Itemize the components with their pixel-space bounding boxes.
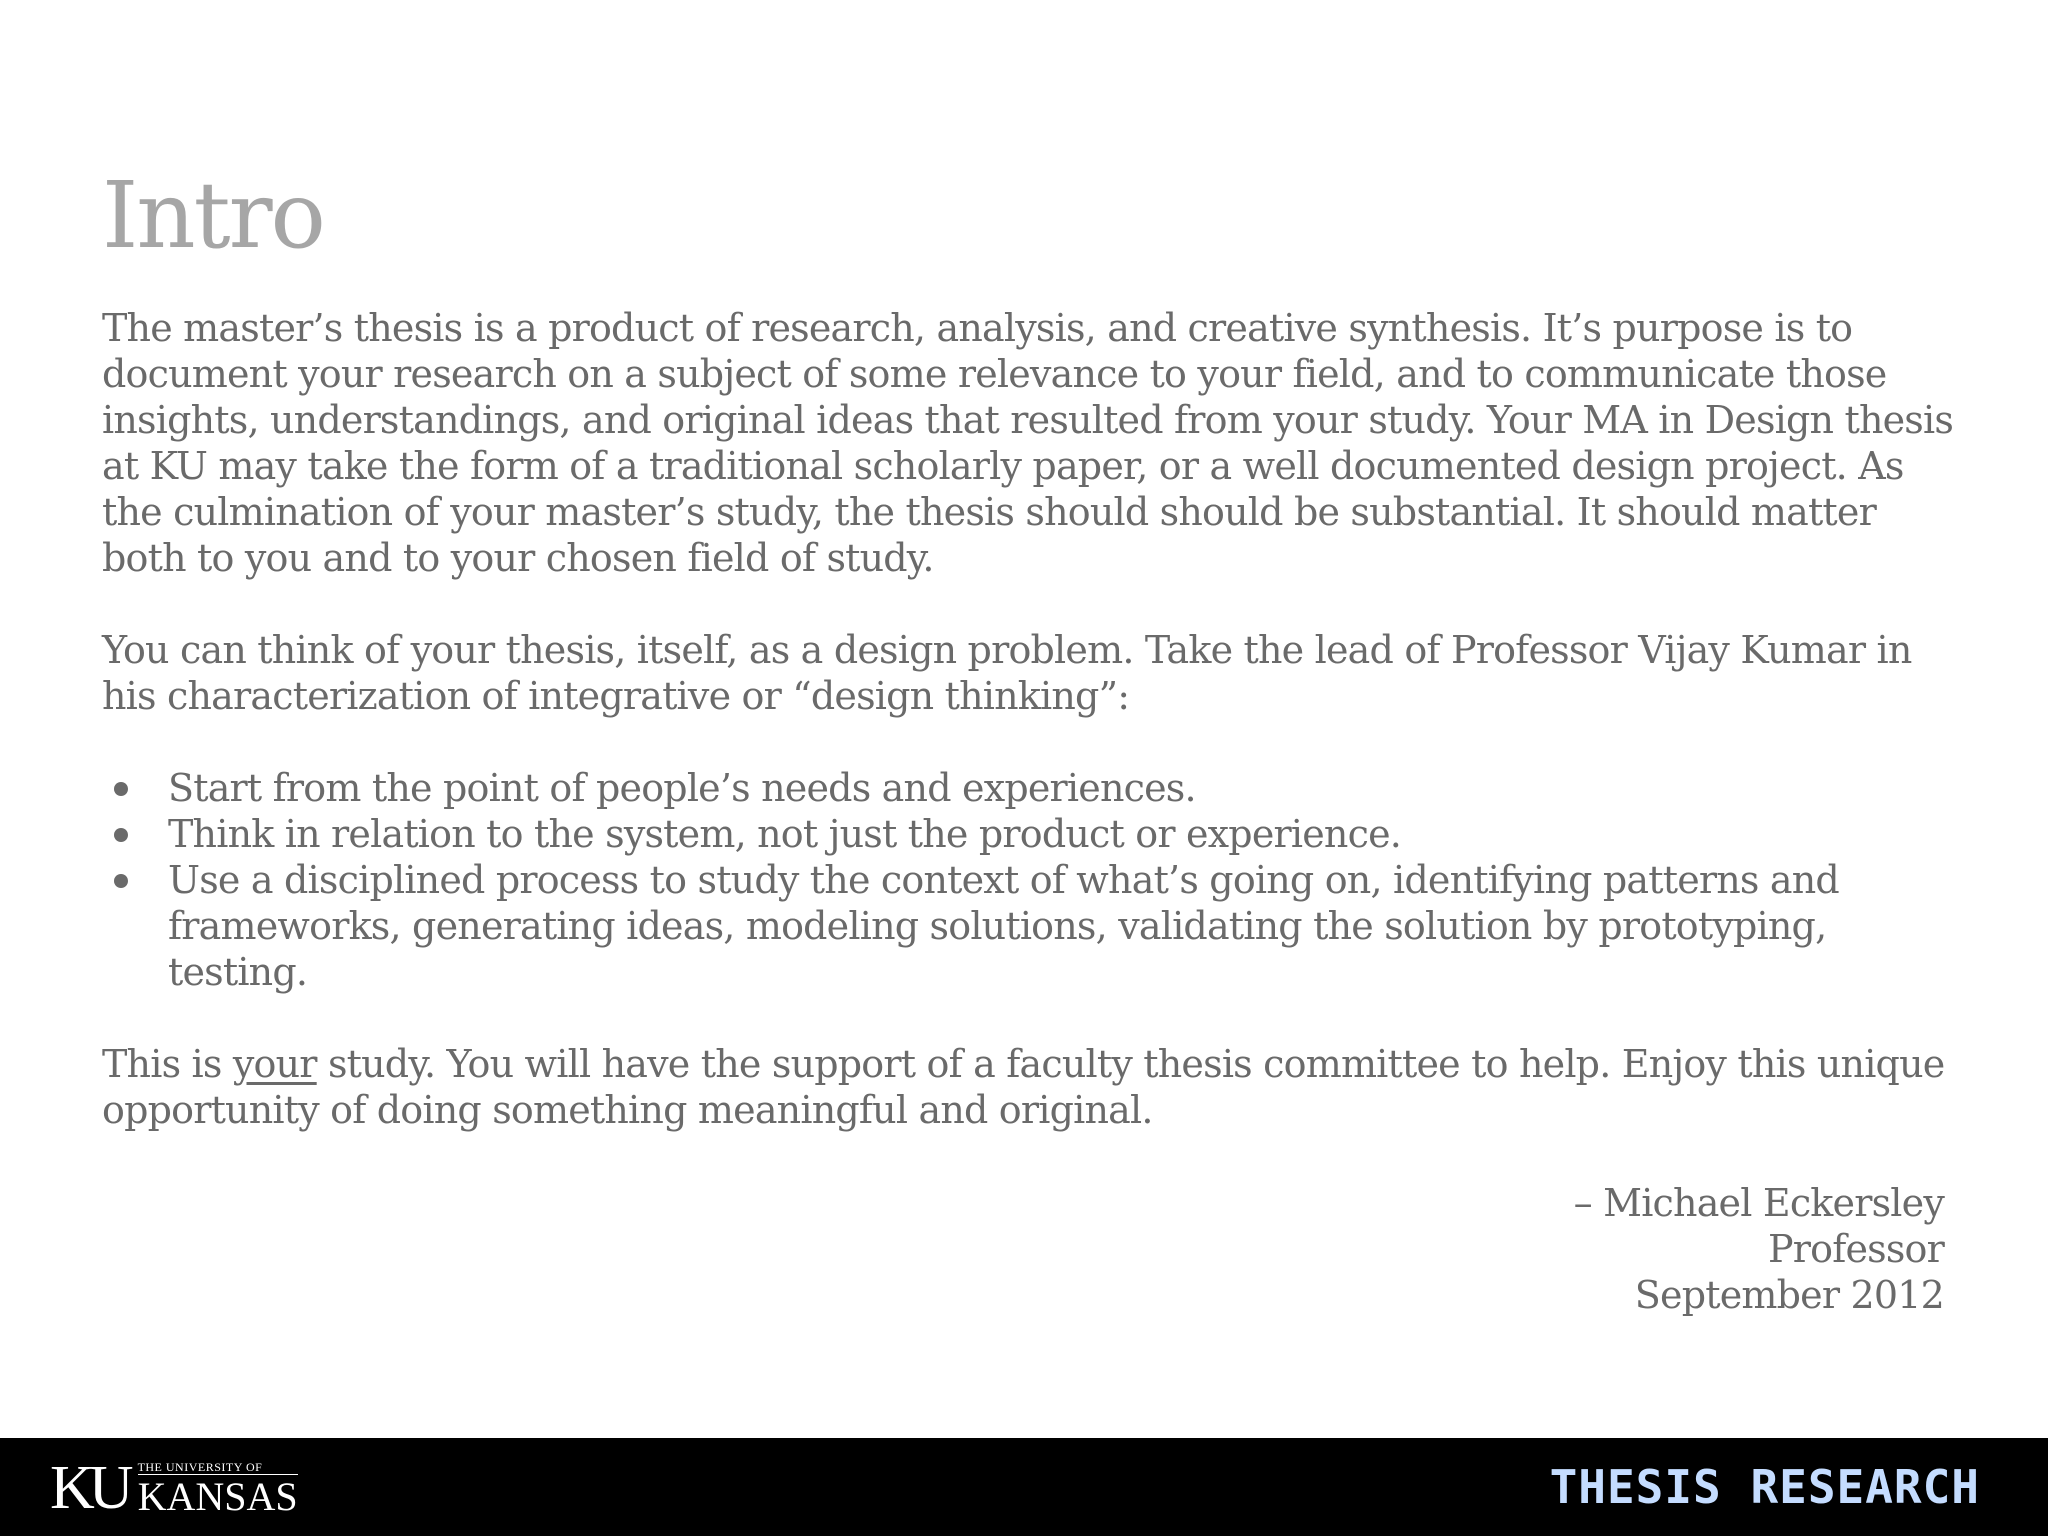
closing-text-end: study. You will have the support of a faculty thesis committee to help. Enjoy this unique opportunity of doing something meaningful and original.: [102, 1042, 1945, 1132]
footer-bar: [0, 1438, 2048, 1536]
signature-date: September 2012: [1634, 1273, 1944, 1317]
bullet-text: Use a disciplined process to study the context of what’s going on, identifying patterns and frameworks, generating ideas, modeling solutions, validating the solution by prototyping, testing.: [168, 858, 1839, 994]
bullet-icon: [114, 782, 128, 796]
logo-mark: KU: [50, 1454, 128, 1522]
slide-title: Intro: [102, 162, 324, 269]
closing-paragraph: [102, 1041, 1962, 1133]
bullet-list: [102, 765, 1962, 995]
thesis-research-label: THESIS RESEARCH: [1549, 1460, 1980, 1514]
bullet-icon: [114, 828, 128, 842]
intro-paragraph: The master’s thesis is a product of research, analysis, and creative synthesis. It’s purpose is to document your research on a subject of some relevance to your field, and to communicate those insights, understandings, and original ideas that resulted from your study. Your MA in Design thesis at KU may take the form of a traditional scholarly paper, or a well documented design project. As the culmination of your master’s study, the thesis should should be substantial. It should matter both to you and to your chosen field of study.: [102, 306, 1954, 580]
signature-name: – Michael Eckersley: [1573, 1181, 1944, 1225]
bullet-text: Start from the point of people’s needs and experiences.: [168, 766, 1196, 810]
bullet-icon: [114, 874, 128, 888]
emphasis-text: your: [232, 1042, 317, 1086]
design-thinking-paragraph: You can think of your thesis, itself, as a design problem. Take the lead of Professor Vijay Kumar in his characterization of integrative or “design thinking”:: [102, 628, 1912, 718]
logo-wordmark: [138, 1460, 298, 1517]
logo-big-text: KANSAS: [137, 1473, 298, 1519]
list-item: [102, 765, 1962, 811]
list-item: [102, 857, 1962, 995]
university-logo: [50, 1454, 298, 1522]
signature: [1574, 1180, 1944, 1318]
slide-body: [102, 305, 1962, 1133]
list-item: [102, 811, 1962, 857]
signature-role: Professor: [1767, 1227, 1944, 1271]
closing-text-start: This is: [102, 1042, 233, 1086]
logo-small-text: THE UNIVERSITY OF: [137, 1459, 263, 1474]
bullet-text: Think in relation to the system, not just the product or experience.: [168, 812, 1402, 856]
